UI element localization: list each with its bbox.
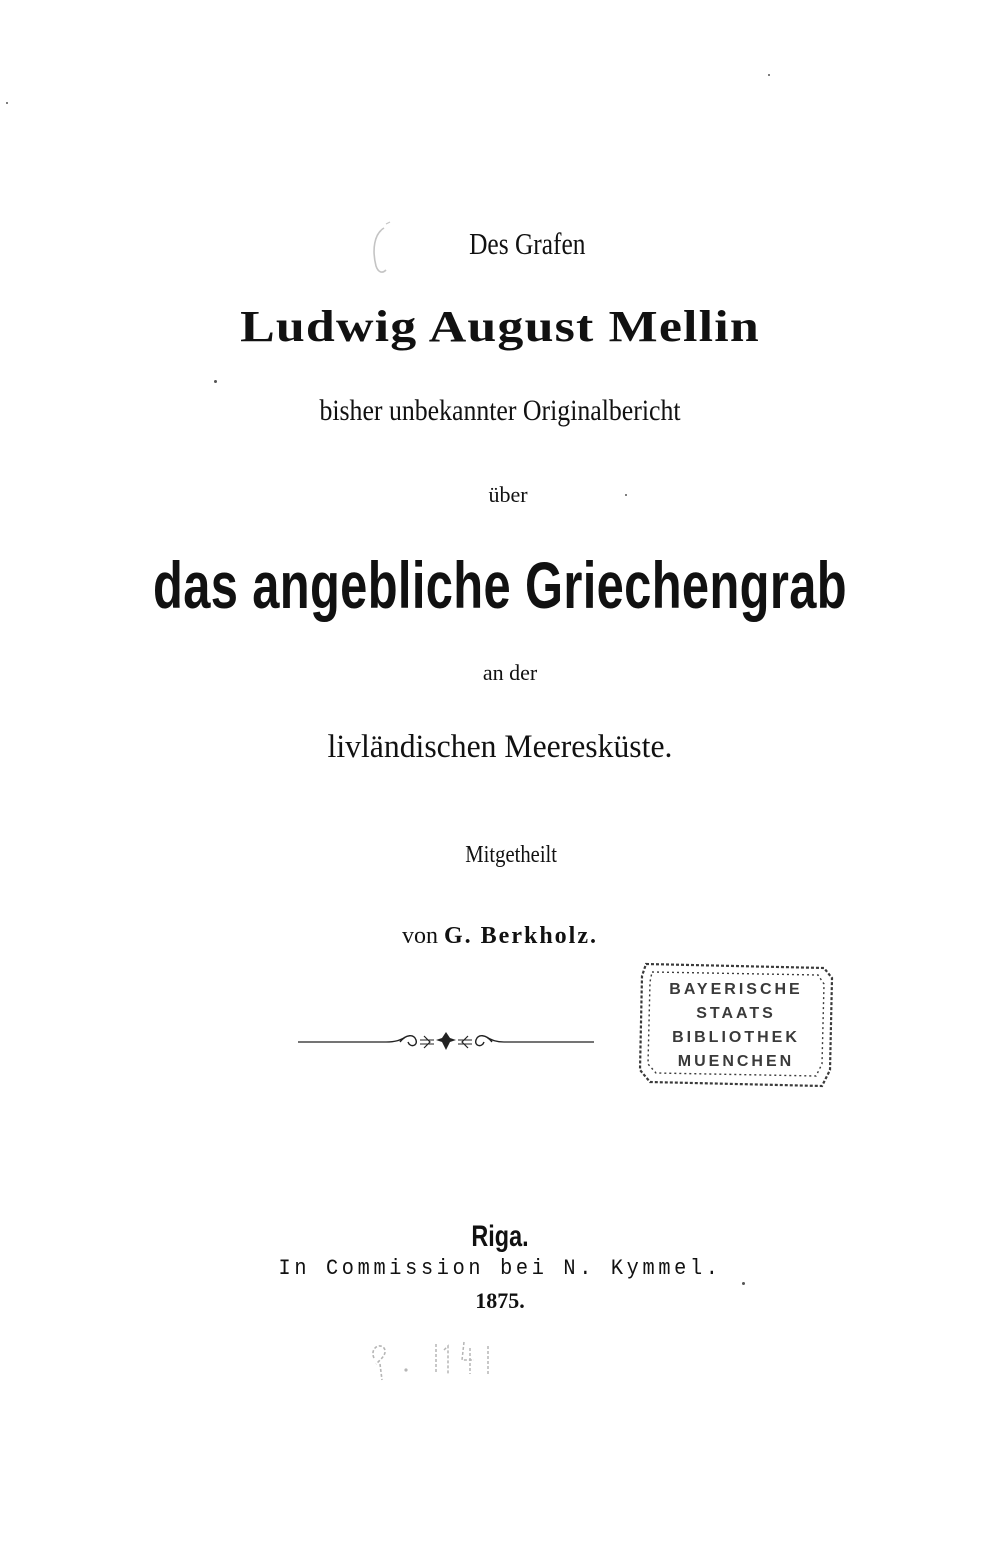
communicated-line: Mitgetheilt [465,842,558,868]
location-line: livländischen Meeresküste. [327,729,673,765]
author-name: G. Berkholz. [444,923,598,949]
speck [742,1282,745,1285]
imprint-place: Riga. [471,1220,529,1253]
imprint-commission: In Commission bei N. Kymmel. [278,1256,722,1281]
ornament-divider [296,1028,596,1054]
stamp-line-3: BIBLIOTHEK [672,1029,800,1046]
speck [214,380,217,383]
stamp-line-2: STAATS [696,1005,776,1022]
preface-line: Des Grafen [469,226,586,261]
count-name: Ludwig August Mellin [240,302,760,351]
author-line [0,924,1000,948]
author-prefix: von [402,923,438,949]
speck [768,74,770,76]
connector-an-der: an der [482,660,538,685]
stamp-line-4: MUENCHEN [677,1053,795,1070]
main-title: das angebliche Griechengrab [153,548,847,622]
speck [625,494,627,496]
library-stamp [636,958,836,1090]
stamp-line-1: BAYERISCHE [669,981,803,998]
subtitle-line: bisher unbekannter Originalbericht [319,394,681,427]
connector-ueber: über [488,482,528,507]
speck [6,102,8,104]
imprint-year: 1875. [475,1288,525,1313]
pencil-shelfmark [364,1330,504,1390]
